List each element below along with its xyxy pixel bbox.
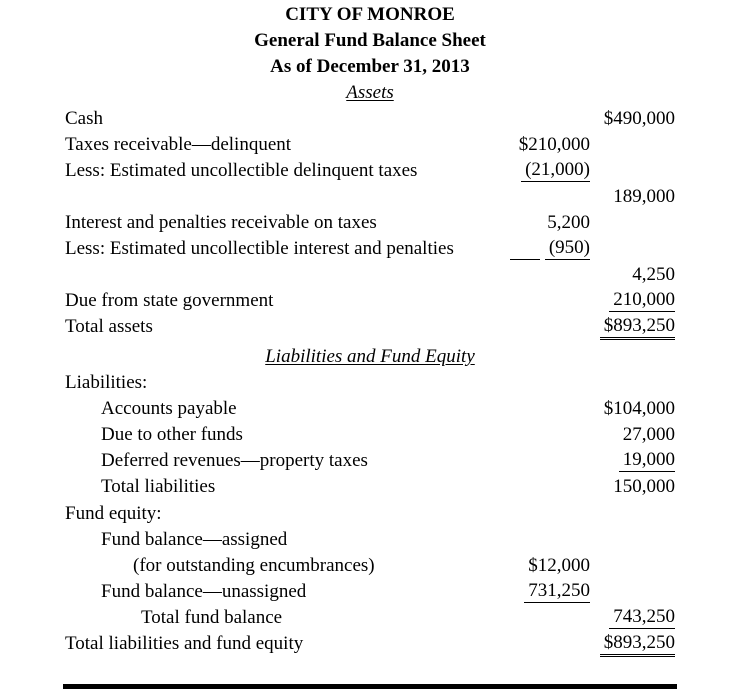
outstanding-encumbrances-label: (for outstanding encumbrances): [133, 555, 375, 576]
interest-receivable-amount: 5,200: [547, 212, 590, 233]
less-uncollectible-interest-row: [0, 237, 740, 263]
total-liabilities-equity-total: $893,250: [600, 632, 675, 657]
liabilities-equity-section-title: [0, 346, 740, 368]
due-from-state-total: 210,000: [609, 289, 675, 312]
liabilities-equity-section-title-text: Liabilities and Fund Equity: [265, 346, 475, 367]
liabilities-heading-row: [0, 371, 740, 397]
interest-receivable-row: [0, 211, 740, 237]
accounts-payable-label: Accounts payable: [101, 398, 237, 419]
statement-date: As of December 31, 2013: [270, 56, 470, 77]
due-to-other-funds-total: 27,000: [622, 424, 675, 445]
total-fund-balance-total: 743,250: [609, 606, 675, 629]
total-liabilities-total: 150,000: [613, 476, 675, 497]
statement-title: General Fund Balance Sheet: [254, 30, 486, 51]
total-fund-balance-row: [0, 606, 740, 632]
fund-equity-heading: Fund equity:: [65, 503, 162, 524]
taxes-receivable-row: [0, 133, 740, 159]
outstanding-encumbrances-row: [0, 554, 740, 580]
assets-section-title: [0, 82, 740, 104]
total-liabilities-label: Total liabilities: [101, 476, 216, 497]
total-assets-total: $893,250: [600, 315, 675, 340]
fund-balance-assigned-row: [0, 528, 740, 554]
total-liabilities-equity-row: [0, 632, 740, 658]
fund-balance-unassigned-label: Fund balance—unassigned: [101, 581, 307, 602]
less-uncollectible-taxes-amount: (21,000): [521, 159, 590, 182]
due-from-state-row: [0, 289, 740, 315]
accounts-payable-total: $104,000: [603, 398, 675, 419]
less-uncollectible-taxes-label: Less: Estimated uncollectible delinquent taxes: [65, 160, 418, 181]
deferred-revenues-row: [0, 449, 740, 475]
accounts-payable-row: [0, 397, 740, 423]
fund-balance-unassigned-row: [0, 580, 740, 606]
cash-total: $490,000: [603, 108, 675, 129]
assets-section-title-text: Assets: [346, 82, 394, 103]
net-interest-total: 4,250: [632, 264, 675, 285]
fund-equity-heading-row: [0, 502, 740, 528]
outstanding-encumbrances-amount: $12,000: [528, 555, 590, 576]
liabilities-heading: Liabilities:: [65, 372, 148, 393]
total-assets-label: Total assets: [65, 316, 153, 337]
taxes-receivable-amount: $210,000: [518, 134, 590, 155]
due-to-other-funds-row: [0, 423, 740, 449]
fund-balance-assigned-label: Fund balance—assigned: [101, 529, 288, 550]
fund-balance-unassigned-amount: 731,250: [524, 580, 590, 603]
net-taxes-row: [0, 185, 740, 211]
cash-row: [0, 107, 740, 133]
taxes-receivable-label: Taxes receivable—delinquent: [65, 134, 292, 155]
net-taxes-total: 189,000: [613, 186, 675, 207]
interest-receivable-label: Interest and penalties receivable on taxes: [65, 212, 377, 233]
total-liabilities-equity-label: Total liabilities and fund equity: [65, 633, 304, 654]
total-assets-row: [0, 315, 740, 341]
less-uncollectible-interest-label: Less: Estimated uncollectible interest and penalties: [65, 238, 454, 259]
due-to-other-funds-label: Due to other funds: [101, 424, 243, 445]
net-interest-row: [0, 263, 740, 289]
due-from-state-label: Due from state government: [65, 290, 274, 311]
cash-label: Cash: [65, 108, 103, 129]
underline-filler: [510, 259, 540, 260]
less-uncollectible-interest-amount: (950): [545, 237, 590, 260]
bottom-rule: [63, 684, 677, 689]
total-liabilities-row: [0, 475, 740, 501]
entity-title: CITY OF MONROE: [285, 4, 455, 25]
deferred-revenues-label: Deferred revenues—property taxes: [101, 450, 368, 471]
total-fund-balance-label: Total fund balance: [141, 607, 283, 628]
less-uncollectible-taxes-row: [0, 159, 740, 185]
deferred-revenues-total: 19,000: [619, 449, 675, 472]
